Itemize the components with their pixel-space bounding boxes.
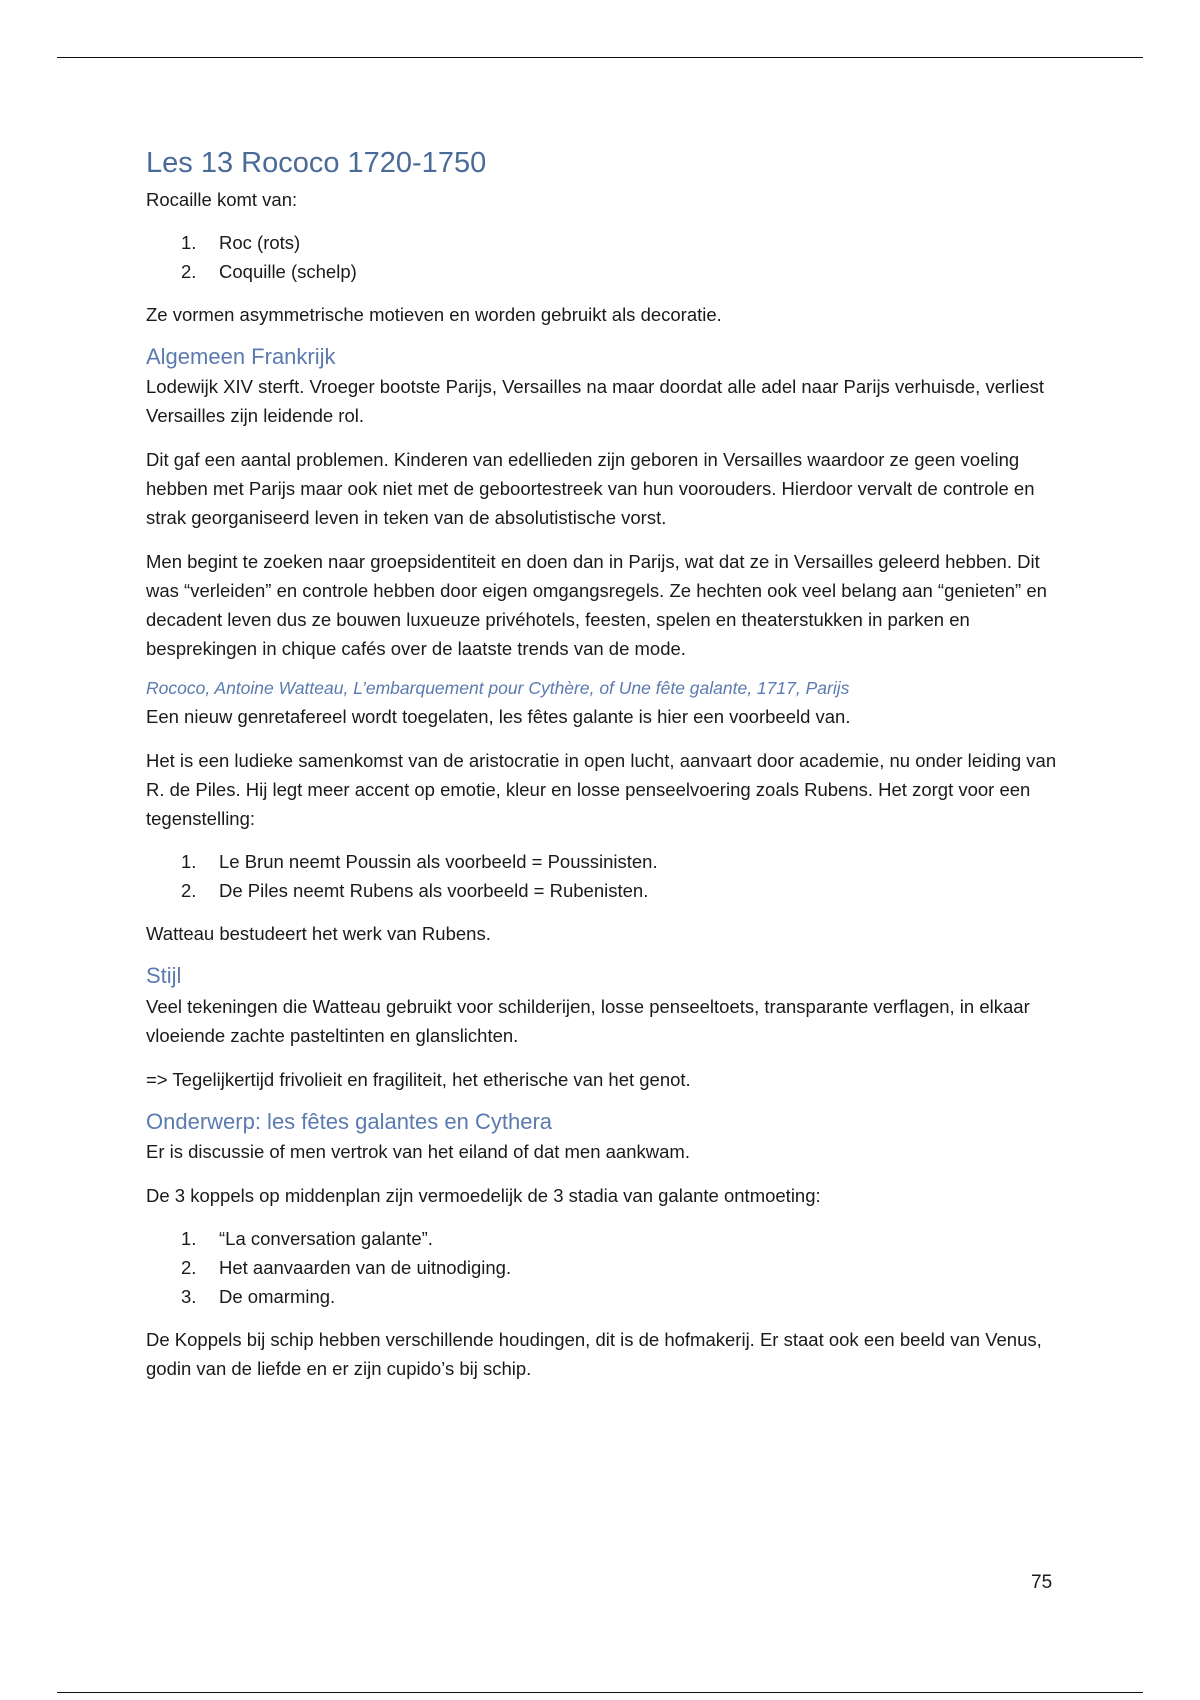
list-item — [146, 1253, 1066, 1282]
paragraph: Er is discussie of men vertrok van het eiland of dat men aankwam. — [146, 1140, 690, 1162]
paragraph: De 3 koppels op middenplan zijn vermoedelijk de 3 stadia van galante ontmoeting: — [146, 1184, 821, 1206]
paragraph: Het is een ludieke samenkomst van de aristocratie in open lucht, aanvaart door academie, nu onder leiding van R. de Piles. Hij legt meer accent op emotie, kleur en losse penseelvoering zoals Rubens. Het zorgt voor een tegenstelling: — [146, 750, 1057, 830]
list-item — [146, 1224, 1066, 1253]
page-title: Les 13 Rococo 1720-1750 — [146, 147, 487, 179]
list-number: 1. — [181, 1227, 197, 1249]
paragraph: Lodewijk XIV sterft. Vroeger bootste Parijs, Versailles na maar doordat alle adel naar Parijs verhuisde, verliest Versailles zijn leidende rol. — [146, 376, 1045, 427]
section-heading-algemeen: Algemeen Frankrijk — [146, 343, 336, 369]
list-text: Coquille (schelp) — [219, 260, 357, 282]
list-item — [146, 1282, 1066, 1311]
list-item — [146, 257, 1066, 286]
watteau-list — [146, 847, 1066, 905]
page-number: 75 — [1031, 1572, 1053, 1593]
list-text: “La conversation galante”. — [219, 1227, 433, 1249]
list-text: Roc (rots) — [219, 231, 301, 253]
paragraph: Een nieuw genretafereel wordt toegelaten, les fêtes galante is hier een voorbeeld van. — [146, 706, 851, 728]
paragraph: De Koppels bij schip hebben verschillende houdingen, dit is de hofmakerij. Er staat ook een beeld van Venus, godin van de liefde en er zijn cupido’s bij schip. — [146, 1328, 1042, 1379]
list-text: De omarming. — [219, 1285, 336, 1307]
section-heading-onderwerp: Onderwerp: les fêtes galantes en Cythera — [146, 1108, 553, 1134]
list-text: De Piles neemt Rubens als voorbeeld = Rubenisten. — [219, 880, 649, 902]
list-number: 1. — [181, 231, 197, 253]
intro-lead: Rocaille komt van: — [146, 188, 298, 210]
paragraph: Veel tekeningen die Watteau gebruikt voor schilderijen, losse penseeltoets, transparante verflagen, in elkaar vloeiende zachte pasteltinten en glanslichten. — [146, 995, 1030, 1046]
list-item — [146, 876, 1066, 905]
document-page — [146, 146, 1066, 1398]
paragraph: Men begint te zoeken naar groepsidentiteit en doen dan in Parijs, wat dat ze in Versailles geleerd hebben. Dit was “verleiden” en controle hebben door eigen omgangsregels. Ze hechten ook veel belang aan “genieten” en decadent leven dus ze bouwen luxueuze privéhotels, feesten, spelen en theaterstukken in parken en besprekingen in chique cafés over de laatste trends van de mode. — [146, 551, 1047, 660]
paragraph: Dit gaf een aantal problemen. Kinderen van edellieden zijn geboren in Versailles waardoor ze geen voeling hebben met Parijs maar ook niet met de geboortestreek van hun voorouders. Hierdoor vervalt de controle en strak georganiseerd leven in teken van de absolutistische vorst. — [146, 449, 1035, 529]
onderwerp-list — [146, 1224, 1066, 1311]
list-number: 2. — [181, 880, 197, 902]
list-number: 2. — [181, 260, 197, 282]
list-item — [146, 847, 1066, 876]
header-rule — [57, 57, 1143, 58]
intro-after: Ze vormen asymmetrische motieven en worden gebruikt als decoratie. — [146, 303, 722, 325]
artwork-caption: Rococo, Antoine Watteau, L’embarquement pour Cythère, of Une fête galante, 1717, Parijs — [146, 678, 850, 699]
list-number: 1. — [181, 851, 197, 873]
list-number: 2. — [181, 1256, 197, 1278]
list-text: Het aanvaarden van de uitnodiging. — [219, 1256, 512, 1278]
paragraph: => Tegelijkertijd frivolieit en fragiliteit, het etherische van het genot. — [146, 1068, 691, 1090]
footer-rule — [57, 1692, 1143, 1693]
list-text: Le Brun neemt Poussin als voorbeeld = Poussinisten. — [219, 851, 658, 873]
intro-list — [146, 228, 1066, 286]
section-heading-stijl: Stijl — [146, 963, 182, 989]
list-number: 3. — [181, 1285, 197, 1307]
list-item — [146, 228, 1066, 257]
paragraph: Watteau bestudeert het werk van Rubens. — [146, 923, 491, 945]
